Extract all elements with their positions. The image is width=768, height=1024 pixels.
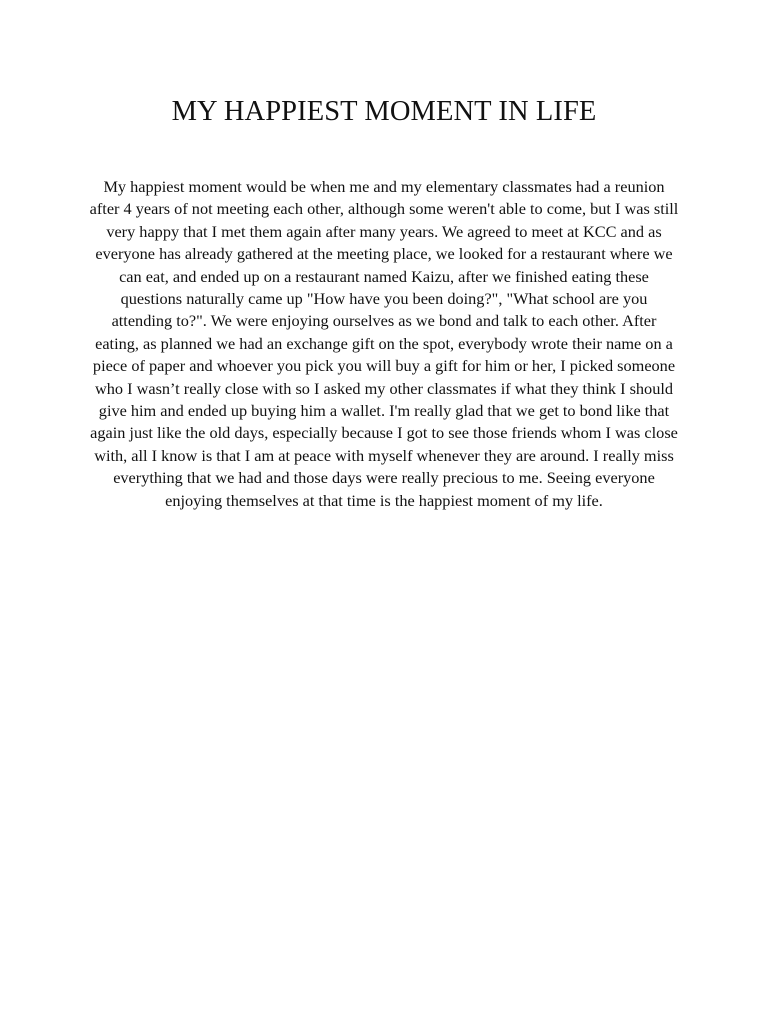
- document-title: MY HAPPIEST MOMENT IN LIFE: [171, 96, 597, 127]
- document-body-paragraph: My happiest moment would be when me and my elementary classmates had a reunion after 4 years of not meeting each other, although some weren't able to come, but I was still very happy that I met them again after many years. We agreed to meet at KCC and as everyone has already gathered at the meeting place, we looked for a restaurant where we can eat, and ended up on a restaurant named Kaizu, after we finished eating these questions naturally came up "How have you been doing?", "What school are you attending to?". We were enjoying ourselves as we bond and talk to each other. After eating, as planned we had an exchange gift on the spot, everybody wrote their name on a piece of paper and whoever you pick you will buy a gift for him or her, I picked someone who I wasn’t really close with so I asked my other classmates if what they think I should give him and ended up buying him a wallet. I'm really glad that we get to bond like that again just like the old days, especially because I got to see those friends whom I was close with, all I know is that I am at peace with myself whenever they are around. I really miss everything that we had and those days were really precious to me. Seeing everyone enjoying themselves at that time is the happiest moment of my life.: [89, 177, 679, 510]
